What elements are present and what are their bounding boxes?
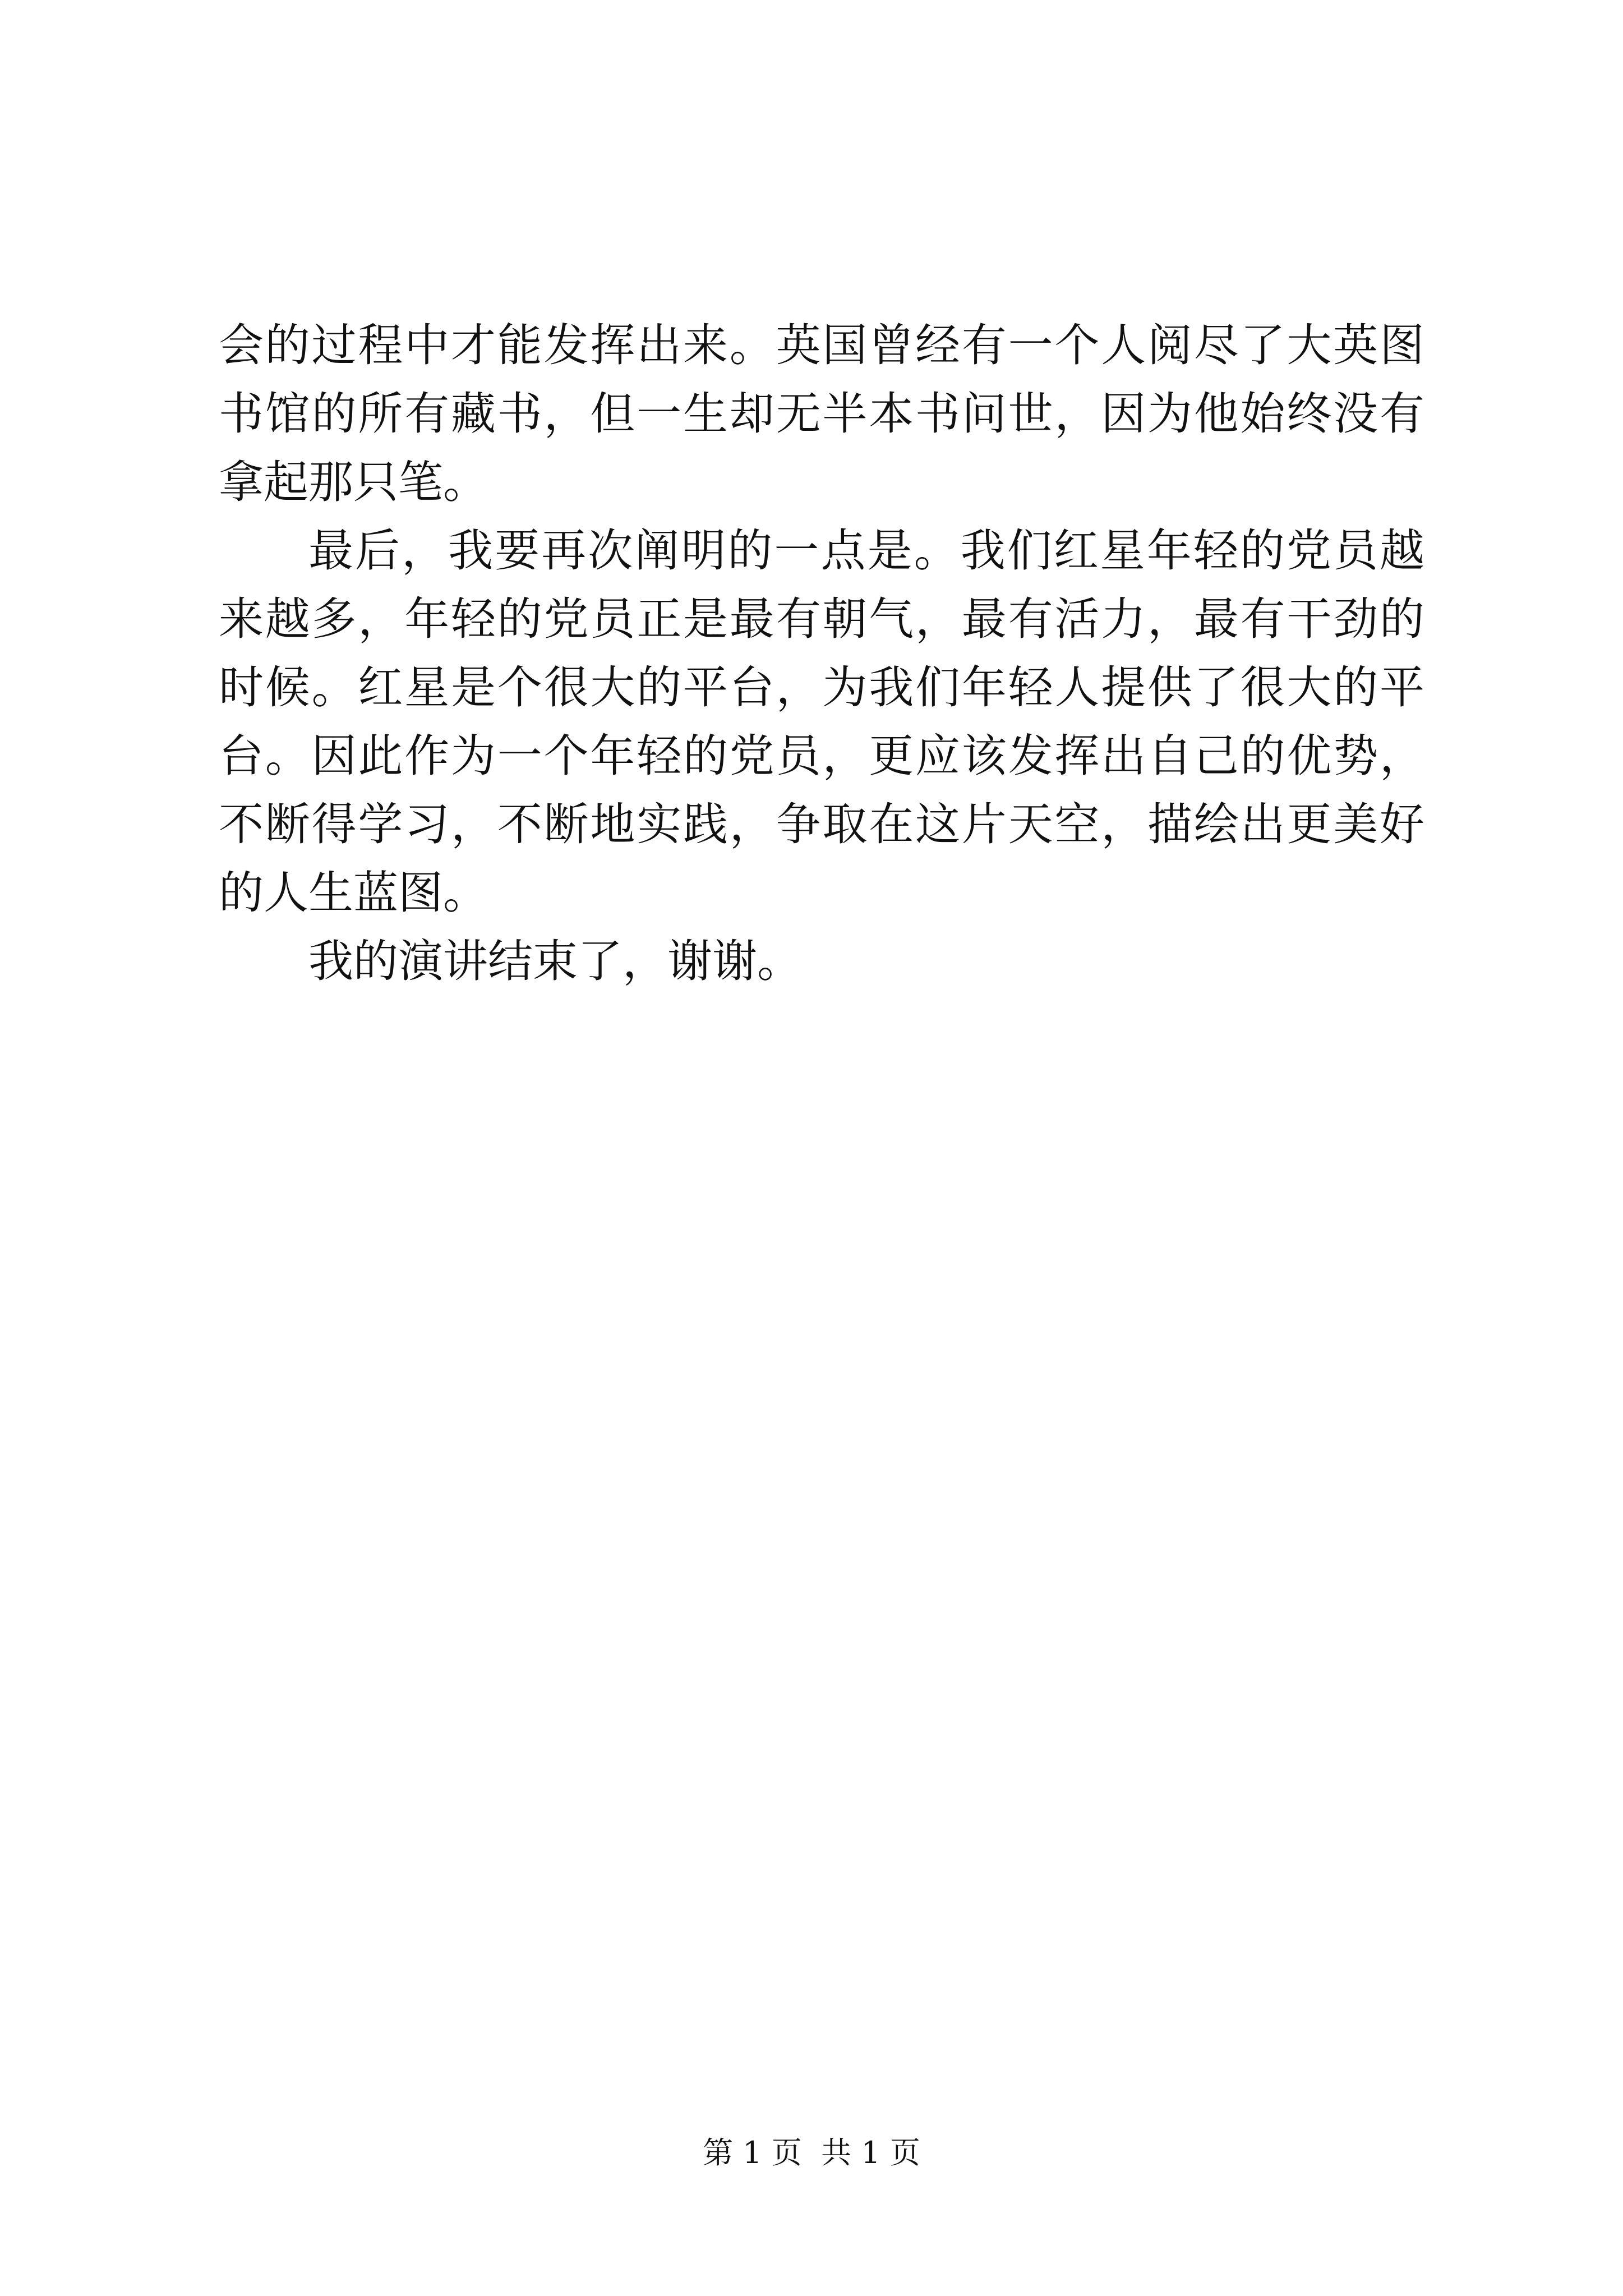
document-body [219,311,1424,996]
paragraph-continued: 会的过程中才能发挥出来。英国曾经有一个人阅尽了大英图书馆的所有藏书，但一生却无半本书问世，因为他始终没有拿起那只笔。 [219,319,1424,508]
page-footer: 第 1 页 共 1 页 [703,2135,920,2170]
paragraph-closing: 我的演讲结束了，谢谢。 [308,935,802,987]
paragraph-conclusion: 最后，我要再次阐明的一点是。我们红星年轻的党员越来越多，年轻的党员正是最有朝气，最有活力，最有干劲的时候。红星是个很大的平台，为我们年轻人提供了很大的平台。因此作为一个年轻的党员，更应该发挥出自己的优势，不断得学习，不断地实践，争取在这片天空，描绘出更美好的人生蓝图。 [219,524,1424,919]
